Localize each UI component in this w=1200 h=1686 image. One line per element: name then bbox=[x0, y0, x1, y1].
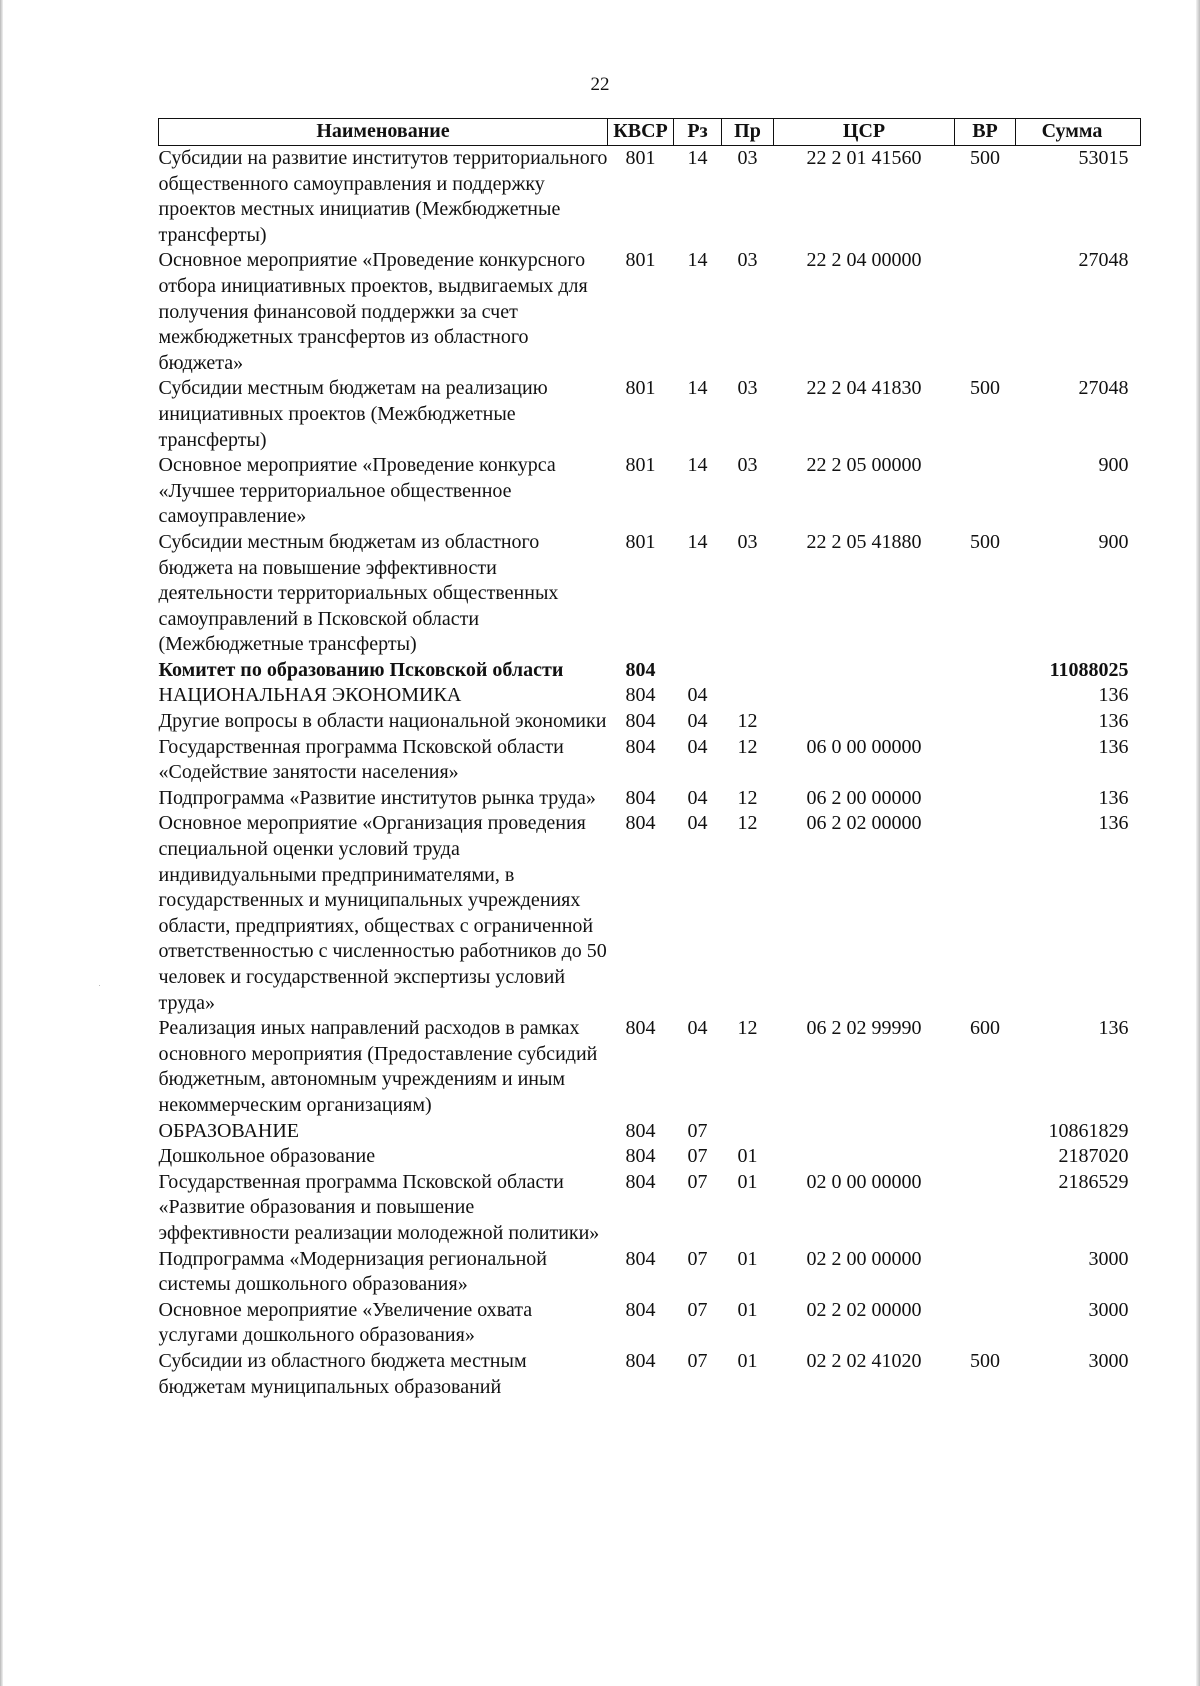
cell-name: Основное мероприятие «Увеличение охвата услугами дошкольного образования» bbox=[158, 1298, 533, 1347]
cell-name: Основное мероприятие «Организация проведения специальной оценки условий труда индивидуальными предпринимателями, в государственных и муниципальных учреждениях области, предприятиях, обществах с ограниченной ответственностью с численностью работников до 50 человек и государственной экспертизы условий труда» bbox=[158, 812, 607, 1014]
cell-rz bbox=[674, 658, 722, 684]
header-pr: Пр bbox=[722, 119, 774, 146]
cell-sum: 136 bbox=[1098, 786, 1129, 809]
cell-kvsr: 804 bbox=[625, 684, 656, 707]
cell-kvsr: 804 bbox=[625, 710, 656, 733]
cell-name: Подпрограмма «Модернизация региональной системы дошкольного образования» bbox=[158, 1247, 547, 1296]
cell-pr bbox=[722, 1119, 774, 1145]
cell-pr: 12 bbox=[737, 812, 758, 835]
cell-kvsr: 801 bbox=[625, 377, 656, 400]
table-row bbox=[159, 811, 1141, 1016]
cell-vr bbox=[955, 735, 1016, 786]
table-row bbox=[159, 786, 1141, 812]
cell-rz: 04 bbox=[687, 710, 708, 733]
cell-sum: 136 bbox=[1098, 1017, 1129, 1040]
cell-name: Основное мероприятие «Проведение конкурса «Лучшее территориальное общественное самоуправление» bbox=[158, 454, 556, 528]
cell-csr bbox=[774, 683, 955, 709]
table-row bbox=[159, 1349, 1141, 1400]
table-row bbox=[159, 453, 1141, 530]
cell-kvsr: 804 bbox=[625, 1170, 656, 1193]
cell-kvsr: 804 bbox=[625, 812, 656, 835]
cell-name: Государственная программа Псковской области «Содействие занятости населения» bbox=[158, 735, 564, 784]
cell-rz: 14 bbox=[687, 377, 708, 400]
cell-pr: 03 bbox=[737, 377, 758, 400]
cell-sum: 136 bbox=[1098, 735, 1129, 758]
cell-name: Подпрограмма «Развитие институтов рынка труда» bbox=[158, 786, 596, 809]
cell-pr: 01 bbox=[737, 1145, 758, 1168]
cell-rz: 14 bbox=[687, 454, 708, 477]
table-header-row bbox=[159, 119, 1141, 146]
cell-pr: 01 bbox=[737, 1298, 758, 1321]
cell-sum: 53015 bbox=[1078, 147, 1129, 169]
table-row bbox=[159, 1144, 1141, 1170]
cell-pr: 12 bbox=[737, 735, 758, 758]
cell-vr bbox=[955, 709, 1016, 735]
cell-name: Дошкольное образование bbox=[158, 1145, 376, 1168]
table-row bbox=[159, 376, 1141, 453]
cell-pr: 01 bbox=[737, 1349, 758, 1372]
cell-csr: 06 2 02 99990 bbox=[806, 1017, 922, 1040]
cell-csr bbox=[774, 709, 955, 735]
cell-vr bbox=[955, 1170, 1016, 1247]
cell-rz: 04 bbox=[687, 812, 708, 835]
header-kvsr: КВСР bbox=[608, 119, 674, 146]
table-row bbox=[159, 1119, 1141, 1145]
cell-name: Государственная программа Псковской области «Развитие образования и повышение эффективности реализации молодежной политики» bbox=[158, 1170, 600, 1244]
cell-vr bbox=[955, 1298, 1016, 1349]
cell-name: НАЦИОНАЛЬНАЯ ЭКОНОМИКА bbox=[158, 684, 462, 707]
cell-kvsr: 801 bbox=[625, 249, 656, 272]
cell-name: Субсидии местным бюджетам на реализацию инициативных проектов (Межбюджетные трансферты) bbox=[158, 377, 548, 451]
cell-sum: 136 bbox=[1098, 684, 1129, 707]
cell-rz: 04 bbox=[687, 786, 708, 809]
cell-kvsr: 804 bbox=[625, 658, 656, 681]
header-name: Наименование bbox=[159, 119, 608, 146]
cell-csr: 02 2 00 00000 bbox=[806, 1247, 922, 1270]
cell-kvsr: 804 bbox=[625, 735, 656, 758]
cell-csr: 02 2 02 41020 bbox=[806, 1349, 922, 1372]
cell-sum: 27048 bbox=[1078, 249, 1129, 272]
cell-vr: 500 bbox=[970, 147, 1000, 169]
table-row bbox=[159, 1247, 1141, 1298]
table-row bbox=[159, 1170, 1141, 1247]
cell-sum: 10861829 bbox=[1048, 1119, 1129, 1142]
cell-vr: 600 bbox=[970, 1017, 1000, 1040]
table-row bbox=[159, 248, 1141, 376]
header-sum: Сумма bbox=[1016, 119, 1141, 146]
cell-csr: 22 2 04 00000 bbox=[806, 249, 922, 272]
cell-csr: 22 2 01 41560 bbox=[806, 147, 922, 169]
table-row bbox=[159, 1016, 1141, 1118]
cell-kvsr: 804 bbox=[625, 1017, 656, 1040]
scan-edge-left bbox=[0, 0, 3, 1686]
cell-name: ОБРАЗОВАНИЕ bbox=[158, 1119, 300, 1142]
cell-vr: 500 bbox=[970, 1349, 1000, 1372]
table-row bbox=[159, 530, 1141, 658]
cell-pr: 01 bbox=[737, 1170, 758, 1193]
cell-sum: 136 bbox=[1098, 812, 1129, 835]
page-number: 22 bbox=[590, 74, 610, 95]
cell-rz: 04 bbox=[687, 1017, 708, 1040]
cell-sum: 2187020 bbox=[1058, 1145, 1129, 1168]
cell-kvsr: 804 bbox=[625, 1247, 656, 1270]
cell-csr: 02 0 00 00000 bbox=[806, 1170, 922, 1193]
cell-kvsr: 804 bbox=[625, 1119, 656, 1142]
table-row bbox=[159, 709, 1141, 735]
cell-rz: 07 bbox=[687, 1247, 708, 1270]
cell-csr: 22 2 04 41830 bbox=[806, 377, 922, 400]
cell-name: Субсидии на развитие институтов территориального общественного самоуправления и поддержку проектов местных инициатив (Межбюджетные трансферты) bbox=[158, 147, 608, 246]
cell-kvsr: 804 bbox=[625, 1349, 656, 1372]
cell-name: Основное мероприятие «Проведение конкурсного отбора инициативных проектов, выдвигаемых для получения финансовой поддержки за счет межбюджетных трансфертов из областного бюджета» bbox=[158, 249, 588, 374]
cell-csr: 22 2 05 00000 bbox=[806, 454, 922, 477]
cell-kvsr: 801 bbox=[625, 454, 656, 477]
cell-csr: 06 0 00 00000 bbox=[806, 735, 922, 758]
cell-csr: 02 2 02 00000 bbox=[806, 1298, 922, 1321]
cell-rz: 07 bbox=[687, 1298, 708, 1321]
cell-csr bbox=[774, 1144, 955, 1170]
table-row bbox=[159, 1298, 1141, 1349]
cell-pr: 12 bbox=[737, 786, 758, 809]
cell-vr bbox=[955, 786, 1016, 812]
cell-sum: 3000 bbox=[1088, 1247, 1129, 1270]
cell-rz: 07 bbox=[687, 1349, 708, 1372]
cell-name: Реализация иных направлений расходов в рамках основного мероприятия (Предоставление субсидий бюджетным, автономным учреждениям и иным некоммерческим организациям) bbox=[158, 1017, 598, 1116]
cell-kvsr: 801 bbox=[625, 147, 656, 169]
cell-csr bbox=[774, 658, 955, 684]
table-row bbox=[159, 735, 1141, 786]
cell-csr: 06 2 00 00000 bbox=[806, 786, 922, 809]
cell-vr bbox=[955, 1119, 1016, 1145]
cell-vr: 500 bbox=[970, 377, 1000, 400]
cell-name: Субсидии из областного бюджета местным бюджетам муниципальных образований bbox=[158, 1349, 527, 1398]
cell-csr bbox=[774, 1119, 955, 1145]
cell-pr: 03 bbox=[737, 530, 758, 553]
cell-sum: 900 bbox=[1098, 454, 1129, 477]
cell-sum: 900 bbox=[1098, 530, 1129, 553]
cell-sum: 11088025 bbox=[1049, 658, 1129, 681]
cell-vr bbox=[955, 1247, 1016, 1298]
cell-pr: 03 bbox=[737, 147, 758, 169]
cell-kvsr: 804 bbox=[625, 1298, 656, 1321]
cell-rz: 07 bbox=[687, 1145, 708, 1168]
cell-rz: 14 bbox=[687, 249, 708, 272]
cell-csr: 22 2 05 41880 bbox=[806, 530, 922, 553]
table-row bbox=[159, 683, 1141, 709]
cell-sum: 136 bbox=[1098, 710, 1129, 733]
cell-pr: 01 bbox=[737, 1247, 758, 1270]
cell-rz: 14 bbox=[687, 147, 708, 169]
cell-kvsr: 804 bbox=[625, 1145, 656, 1168]
header-rz: Рз bbox=[674, 119, 722, 146]
cell-sum: 3000 bbox=[1088, 1349, 1129, 1372]
cell-vr bbox=[955, 453, 1016, 530]
cell-sum: 27048 bbox=[1078, 377, 1129, 400]
budget-table bbox=[158, 118, 1141, 1400]
cell-rz: 07 bbox=[687, 1170, 708, 1193]
cell-vr bbox=[955, 1144, 1016, 1170]
cell-name: Субсидии местным бюджетам из областного бюджета на повышение эффективности деятельности территориальных общественных самоуправлений в Псковской области (Межбюджетные трансферты) bbox=[158, 530, 559, 656]
cell-csr: 06 2 02 00000 bbox=[806, 812, 922, 835]
cell-rz: 04 bbox=[687, 735, 708, 758]
cell-pr: 12 bbox=[737, 710, 758, 733]
cell-rz: 14 bbox=[687, 530, 708, 553]
cell-pr: 03 bbox=[737, 454, 758, 477]
scan-edge-right bbox=[1196, 0, 1200, 1686]
cell-rz: 07 bbox=[687, 1119, 708, 1142]
cell-vr bbox=[955, 683, 1016, 709]
cell-vr bbox=[955, 248, 1016, 376]
header-vr: ВР bbox=[955, 119, 1016, 146]
cell-name: Комитет по образованию Псковской области bbox=[158, 658, 564, 681]
scan-speck bbox=[99, 985, 100, 986]
cell-pr bbox=[722, 683, 774, 709]
cell-pr: 12 bbox=[737, 1017, 758, 1040]
cell-kvsr: 804 bbox=[625, 786, 656, 809]
cell-pr bbox=[722, 658, 774, 684]
cell-pr: 03 bbox=[737, 249, 758, 272]
cell-vr bbox=[955, 811, 1016, 1016]
table-row-committee bbox=[159, 658, 1141, 684]
table-row bbox=[159, 146, 1141, 249]
cell-kvsr: 801 bbox=[625, 530, 656, 553]
cell-rz: 04 bbox=[687, 684, 708, 707]
cell-name: Другие вопросы в области национальной экономики bbox=[158, 710, 607, 733]
cell-sum: 2186529 bbox=[1058, 1170, 1129, 1193]
cell-vr bbox=[955, 658, 1016, 684]
cell-vr: 500 bbox=[970, 530, 1000, 553]
header-csr: ЦСР bbox=[774, 119, 955, 146]
cell-sum: 3000 bbox=[1088, 1298, 1129, 1321]
